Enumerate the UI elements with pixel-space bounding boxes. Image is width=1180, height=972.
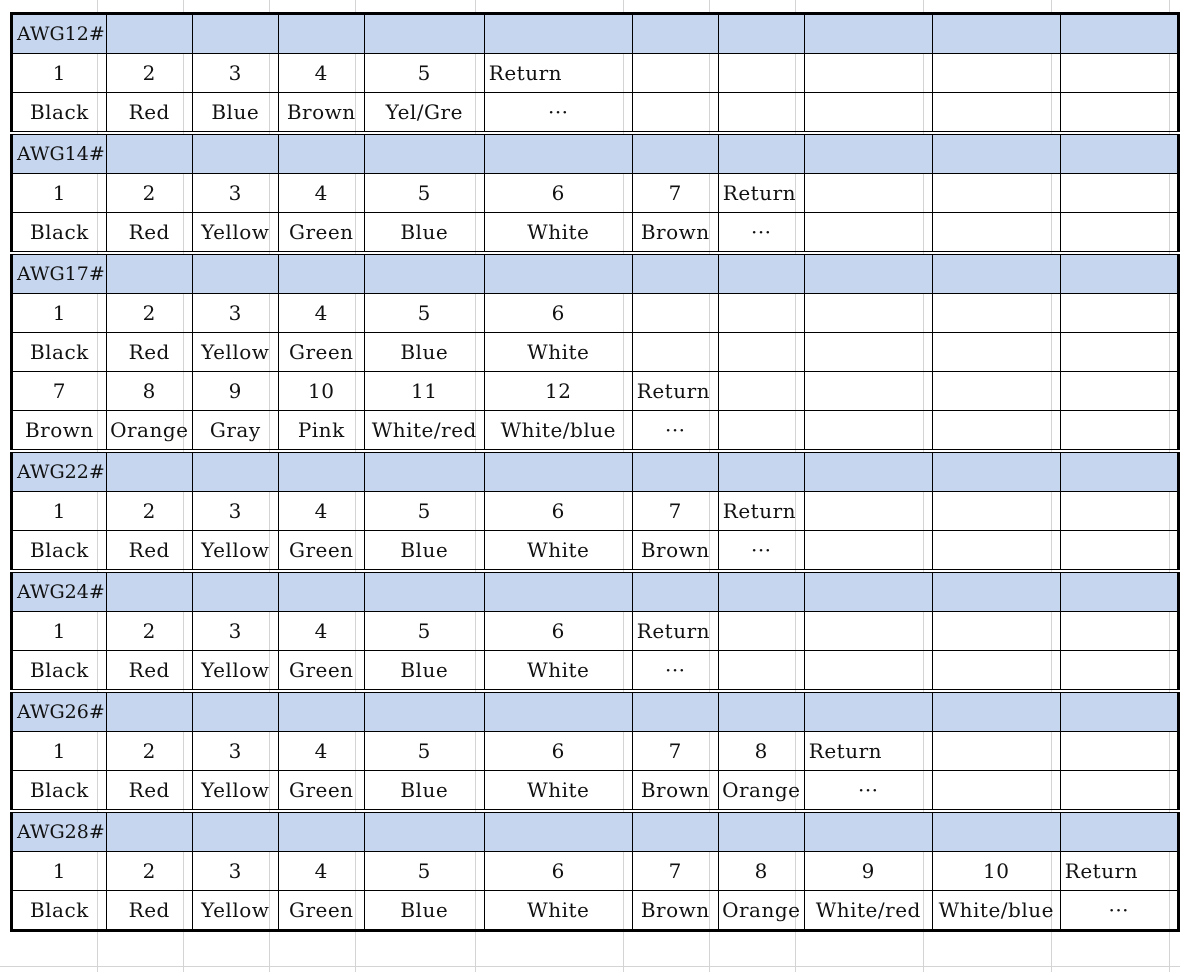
awg-group-label[interactable]: AWG17# [12,253,107,294]
header-cell[interactable] [932,691,1060,732]
pin-number-cell[interactable]: 9 [804,852,932,891]
wire-color-row [12,531,1179,572]
wire-color-cell[interactable]: Brown [632,531,718,572]
pin-number-cell[interactable]: 3 [192,174,278,213]
pin-number-cell[interactable]: 2 [106,54,192,93]
header-cell[interactable] [192,811,278,852]
pin-number-cell[interactable] [1060,612,1178,651]
wire-color-cell[interactable]: White [484,651,632,692]
pin-number-cell[interactable]: 10 [278,372,364,411]
wire-color-cell[interactable]: White [484,891,632,931]
header-cell[interactable] [804,133,932,174]
wire-color-cell[interactable] [804,333,932,372]
header-cell[interactable] [364,451,484,492]
header-cell[interactable] [484,811,632,852]
wire-color-cell[interactable]: Black [12,771,107,812]
header-cell[interactable] [932,253,1060,294]
pin-number-cell[interactable]: 5 [364,732,484,771]
pin-number-row [12,372,1179,411]
pin-number-cell[interactable] [718,372,804,411]
header-cell[interactable] [632,253,718,294]
pin-number-cell[interactable]: 7 [632,852,718,891]
pin-number-cell[interactable]: 6 [484,612,632,651]
pin-number-cell[interactable] [804,54,932,93]
pin-number-cell[interactable]: 6 [484,732,632,771]
wire-color-cell[interactable]: ··· [632,411,718,452]
wire-color-cell[interactable]: Black [12,651,107,692]
pin-number-cell[interactable] [1060,492,1178,531]
header-cell[interactable] [192,253,278,294]
wire-color-cell[interactable] [1060,93,1178,134]
header-cell[interactable] [804,253,932,294]
wire-color-cell[interactable]: Black [12,213,107,254]
pin-number-cell[interactable] [932,174,1060,213]
header-cell[interactable] [632,691,718,732]
pin-number-cell[interactable] [718,54,804,93]
header-cell[interactable] [804,451,932,492]
wire-color-cell[interactable]: Gray [192,411,278,452]
pin-number-cell[interactable]: 5 [364,492,484,531]
wire-color-cell[interactable] [718,93,804,134]
group-header-row [12,691,1179,732]
header-cell[interactable] [932,451,1060,492]
wire-color-cell[interactable]: Yellow [192,333,278,372]
header-cell[interactable] [106,14,192,54]
pin-number-cell[interactable]: 7 [632,492,718,531]
group-header-row [12,253,1179,294]
sheet-gridline-horizontal [0,966,1180,967]
wire-color-cell[interactable]: Black [12,93,107,134]
pin-number-cell[interactable] [804,294,932,333]
group-header-row [12,811,1179,852]
wire-color-cell[interactable] [718,411,804,452]
wire-color-cell[interactable]: Green [278,771,364,812]
awg-group-label[interactable]: AWG26# [12,691,107,732]
pin-number-cell[interactable]: 1 [12,492,107,531]
wire-color-cell[interactable]: White [484,213,632,254]
header-cell[interactable] [192,451,278,492]
wire-color-cell[interactable] [1060,333,1178,372]
pin-number-cell[interactable] [804,372,932,411]
pin-number-cell[interactable] [932,372,1060,411]
pin-number-cell[interactable]: 6 [484,294,632,333]
pin-number-cell[interactable]: 1 [12,54,107,93]
pin-number-cell[interactable]: 2 [106,612,192,651]
pin-number-cell[interactable] [632,54,718,93]
header-cell[interactable] [106,811,192,852]
wire-color-cell[interactable]: Green [278,333,364,372]
wire-color-cell[interactable]: Yel/Gre [364,93,484,134]
pin-number-cell[interactable]: 7 [12,372,107,411]
pin-number-cell[interactable] [1060,732,1178,771]
header-cell[interactable] [278,571,364,612]
pin-number-cell[interactable]: 1 [12,732,107,771]
header-cell[interactable] [484,133,632,174]
header-cell[interactable] [192,691,278,732]
pin-number-cell[interactable]: 7 [632,732,718,771]
header-cell[interactable] [278,451,364,492]
awg-group-label[interactable]: AWG28# [12,811,107,852]
wire-color-cell[interactable]: Black [12,333,107,372]
wire-color-cell[interactable] [932,651,1060,692]
wire-color-row [12,93,1179,134]
header-cell[interactable] [932,14,1060,54]
wire-color-cell[interactable] [1060,651,1178,692]
wire-color-cell[interactable] [932,93,1060,134]
header-cell[interactable] [804,811,932,852]
wire-color-cell[interactable]: ··· [718,531,804,572]
pin-number-cell[interactable]: 8 [106,372,192,411]
pin-number-cell[interactable]: 5 [364,54,484,93]
wire-color-cell[interactable]: Green [278,651,364,692]
header-cell[interactable] [718,691,804,732]
wire-color-cell[interactable]: Black [12,531,107,572]
wire-color-cell[interactable]: Blue [364,891,484,931]
header-cell[interactable] [278,14,364,54]
pin-number-cell[interactable]: 1 [12,852,107,891]
pin-number-cell[interactable] [932,492,1060,531]
pin-number-cell[interactable] [1060,174,1178,213]
header-cell[interactable] [484,451,632,492]
pin-number-cell[interactable] [718,294,804,333]
pin-number-cell[interactable]: Return [632,372,718,411]
header-cell[interactable] [632,571,718,612]
header-cell[interactable] [1060,691,1178,732]
wire-color-cell[interactable] [804,411,932,452]
header-cell[interactable] [718,571,804,612]
wire-color-cell[interactable]: Red [106,93,192,134]
header-cell[interactable] [278,133,364,174]
header-cell[interactable] [192,14,278,54]
wire-color-cell[interactable]: Blue [364,333,484,372]
pin-number-cell[interactable]: 1 [12,294,107,333]
header-cell[interactable] [106,253,192,294]
wire-color-cell[interactable] [632,93,718,134]
pin-number-cell[interactable] [804,612,932,651]
header-cell[interactable] [484,253,632,294]
header-cell[interactable] [364,133,484,174]
wire-color-cell[interactable] [1060,531,1178,572]
awg-group-label[interactable]: AWG24# [12,571,107,612]
header-cell[interactable] [1060,811,1178,852]
header-cell[interactable] [192,571,278,612]
wire-color-row [12,651,1179,692]
pin-number-cell[interactable]: Return [804,732,932,771]
header-cell[interactable] [364,571,484,612]
header-cell[interactable] [1060,571,1178,612]
header-cell[interactable] [718,253,804,294]
header-cell[interactable] [1060,451,1178,492]
header-cell[interactable] [718,133,804,174]
wire-color-cell[interactable]: ··· [1060,891,1178,931]
header-cell[interactable] [484,14,632,54]
header-cell[interactable] [364,811,484,852]
wire-color-cell[interactable]: Yellow [192,771,278,812]
pin-number-cell[interactable]: 2 [106,294,192,333]
pin-number-cell[interactable] [932,294,1060,333]
header-cell[interactable] [1060,133,1178,174]
wire-color-cell[interactable]: ··· [632,651,718,692]
wire-color-cell[interactable]: White [484,531,632,572]
header-cell[interactable] [364,253,484,294]
pin-number-cell[interactable]: Return [1060,852,1178,891]
pin-number-cell[interactable]: 5 [364,852,484,891]
wire-color-row [12,891,1179,931]
pin-number-cell[interactable]: Return [718,174,804,213]
header-cell[interactable] [278,253,364,294]
wire-color-cell[interactable]: Orange [718,771,804,812]
pin-number-cell[interactable]: 7 [632,174,718,213]
pin-number-cell[interactable]: 4 [278,732,364,771]
header-cell[interactable] [106,691,192,732]
header-cell[interactable] [932,571,1060,612]
wire-color-cell[interactable]: Blue [364,771,484,812]
wire-color-cell[interactable] [718,333,804,372]
header-cell[interactable] [364,14,484,54]
wire-color-cell[interactable]: White/blue [484,411,632,452]
pin-number-row [12,54,1179,93]
wire-color-cell[interactable]: Brown [632,891,718,931]
wire-color-cell[interactable]: Brown [632,771,718,812]
pin-number-cell[interactable]: 3 [192,852,278,891]
pin-number-cell[interactable] [632,294,718,333]
pin-number-row [12,294,1179,333]
pin-number-cell[interactable]: 3 [192,54,278,93]
header-cell[interactable] [1060,253,1178,294]
wire-color-cell[interactable] [932,411,1060,452]
wire-color-row [12,411,1179,452]
pin-number-cell[interactable] [932,732,1060,771]
header-cell[interactable] [106,571,192,612]
pin-number-cell[interactable] [932,54,1060,93]
wire-color-cell[interactable]: Brown [632,213,718,254]
wire-color-cell[interactable] [932,333,1060,372]
wire-color-row [12,213,1179,254]
wire-color-cell[interactable]: Blue [192,93,278,134]
header-cell[interactable] [484,571,632,612]
wire-color-cell[interactable]: White/red [364,411,484,452]
pin-number-cell[interactable]: 4 [278,294,364,333]
wire-color-cell[interactable]: Red [106,531,192,572]
wire-color-cell[interactable] [804,213,932,254]
header-cell[interactable] [278,811,364,852]
awg-group-label[interactable]: AWG12# [12,14,107,54]
wire-color-cell[interactable]: Blue [364,213,484,254]
wire-color-cell[interactable] [932,531,1060,572]
wire-color-cell[interactable] [632,333,718,372]
wire-color-cell[interactable]: White [484,333,632,372]
pin-number-cell[interactable]: 6 [484,852,632,891]
pin-number-row [12,492,1179,531]
pin-number-cell[interactable]: 2 [106,852,192,891]
header-cell[interactable] [804,691,932,732]
wire-color-row [12,771,1179,812]
wire-color-cell[interactable] [1060,213,1178,254]
group-header-row [12,451,1179,492]
pin-number-cell[interactable] [932,612,1060,651]
pin-number-cell[interactable]: 8 [718,852,804,891]
pin-number-cell[interactable] [1060,372,1178,411]
wire-color-cell[interactable] [804,651,932,692]
pin-number-cell[interactable]: 8 [718,732,804,771]
wire-color-row [12,333,1179,372]
wire-color-cell[interactable]: Red [106,771,192,812]
wire-color-cell[interactable]: Brown [12,411,107,452]
pin-number-cell[interactable]: 2 [106,732,192,771]
pin-number-cell[interactable]: 3 [192,492,278,531]
group-header-row [12,571,1179,612]
pin-number-cell[interactable]: Return [484,54,632,93]
awg-group-label[interactable]: AWG22# [12,451,107,492]
pin-number-row [12,612,1179,651]
wire-color-cell[interactable] [932,213,1060,254]
wire-color-cell[interactable]: Yellow [192,651,278,692]
pin-number-row [12,852,1179,891]
pin-number-cell[interactable]: 4 [278,54,364,93]
header-cell[interactable] [718,14,804,54]
pin-number-cell[interactable] [718,612,804,651]
wire-color-cell[interactable]: Green [278,891,364,931]
header-cell[interactable] [278,691,364,732]
wire-color-cell[interactable]: Red [106,213,192,254]
awg-group-label[interactable]: AWG14# [12,133,107,174]
pin-number-cell[interactable] [804,174,932,213]
wire-color-cell[interactable]: Green [278,531,364,572]
pin-number-cell[interactable]: 1 [12,174,107,213]
wire-color-cell[interactable]: Blue [364,531,484,572]
pin-number-cell[interactable]: 10 [932,852,1060,891]
header-cell[interactable] [632,133,718,174]
wire-color-cell[interactable]: Red [106,891,192,931]
header-cell[interactable] [718,811,804,852]
header-cell[interactable] [804,571,932,612]
header-cell[interactable] [804,14,932,54]
pin-number-cell[interactable]: 3 [192,294,278,333]
wire-color-cell[interactable]: Yellow [192,891,278,931]
awg-wire-color-table [10,12,1180,932]
header-cell[interactable] [632,14,718,54]
pin-number-cell[interactable]: 2 [106,174,192,213]
wire-color-cell[interactable] [804,531,932,572]
wire-color-cell[interactable]: ··· [804,771,932,812]
header-cell[interactable] [364,691,484,732]
pin-number-cell[interactable]: 1 [12,612,107,651]
pin-number-cell[interactable]: 2 [106,492,192,531]
wire-color-cell[interactable] [1060,411,1178,452]
group-header-row [12,14,1179,54]
wire-color-cell[interactable]: Red [106,333,192,372]
pin-number-cell[interactable]: Return [718,492,804,531]
pin-number-cell[interactable]: 5 [364,294,484,333]
pin-number-cell[interactable]: Return [632,612,718,651]
wire-color-cell[interactable] [1060,771,1178,812]
wire-color-cell[interactable]: ··· [718,213,804,254]
pin-number-row [12,174,1179,213]
header-cell[interactable] [1060,14,1178,54]
pin-number-cell[interactable]: 9 [192,372,278,411]
wire-color-cell[interactable]: Yellow [192,213,278,254]
header-cell[interactable] [932,133,1060,174]
wire-color-cell[interactable] [932,771,1060,812]
wire-color-cell[interactable]: Blue [364,651,484,692]
pin-number-cell[interactable]: 6 [484,174,632,213]
wire-color-cell[interactable]: Brown [278,93,364,134]
pin-number-cell[interactable]: 5 [364,174,484,213]
wire-color-cell[interactable]: Orange [718,891,804,931]
pin-number-cell[interactable]: 11 [364,372,484,411]
header-cell[interactable] [632,811,718,852]
pin-number-cell[interactable]: 4 [278,612,364,651]
wire-color-cell[interactable]: Orange [106,411,192,452]
pin-number-cell[interactable]: 3 [192,612,278,651]
wire-color-cell[interactable]: Yellow [192,531,278,572]
pin-number-cell[interactable]: 4 [278,852,364,891]
wire-color-cell[interactable]: Green [278,213,364,254]
wire-color-cell[interactable]: ··· [484,93,632,134]
wire-color-cell[interactable]: Pink [278,411,364,452]
wire-color-cell[interactable]: White/red [804,891,932,931]
header-cell[interactable] [106,451,192,492]
header-cell[interactable] [718,451,804,492]
header-cell[interactable] [932,811,1060,852]
pin-number-cell[interactable]: 12 [484,372,632,411]
pin-number-cell[interactable] [1060,54,1178,93]
group-header-row [12,133,1179,174]
wire-color-cell[interactable] [804,93,932,134]
wire-color-cell[interactable]: Red [106,651,192,692]
pin-number-cell[interactable]: 5 [364,612,484,651]
pin-number-cell[interactable]: 4 [278,492,364,531]
header-cell[interactable] [484,691,632,732]
wire-color-cell[interactable]: Black [12,891,107,931]
wire-color-cell[interactable] [718,651,804,692]
pin-number-row [12,732,1179,771]
pin-number-cell[interactable]: 3 [192,732,278,771]
wire-color-cell[interactable]: White [484,771,632,812]
header-cell[interactable] [106,133,192,174]
pin-number-cell[interactable] [1060,294,1178,333]
pin-number-cell[interactable] [804,492,932,531]
wire-color-cell[interactable]: White/blue [932,891,1060,931]
header-cell[interactable] [632,451,718,492]
pin-number-cell[interactable]: 4 [278,174,364,213]
header-cell[interactable] [192,133,278,174]
pin-number-cell[interactable]: 6 [484,492,632,531]
